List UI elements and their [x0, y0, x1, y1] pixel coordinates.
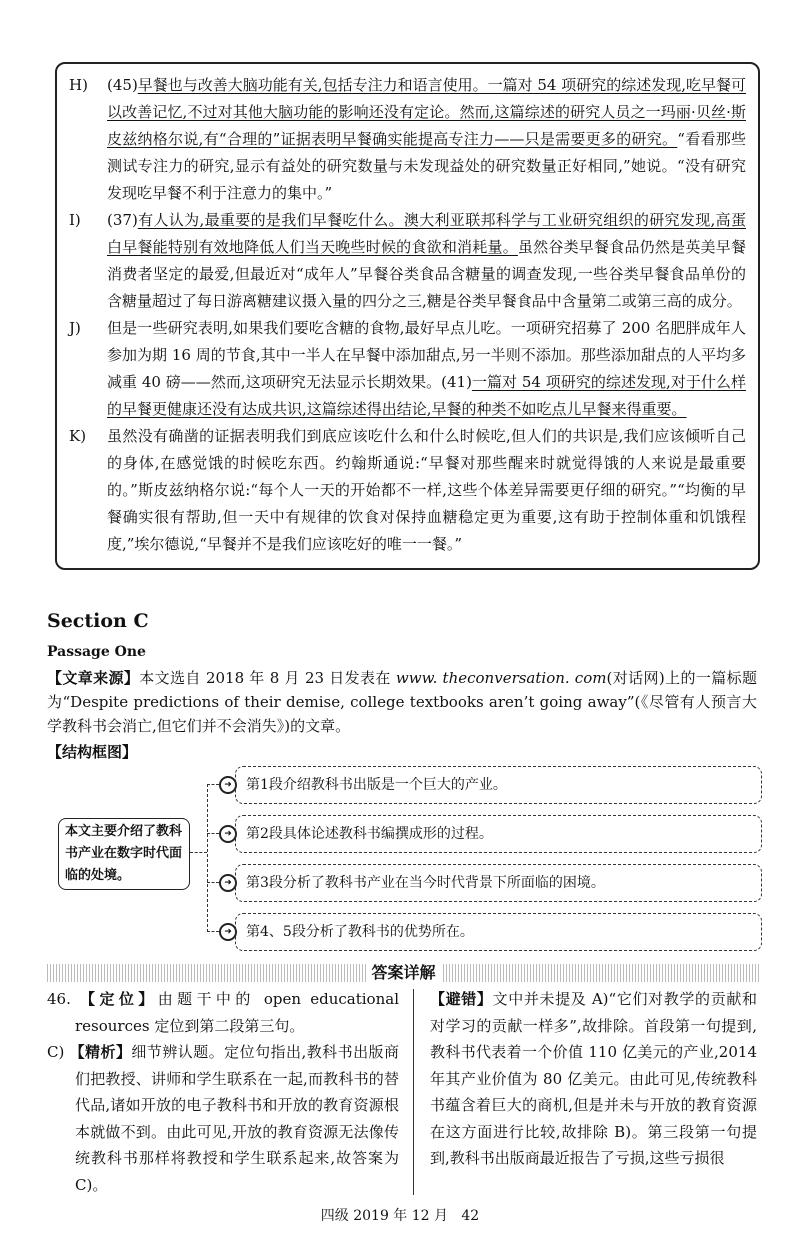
node-text: 第1段介绍教科书出版是一个巨大的产业。 — [235, 766, 762, 804]
arrow-right-circle-icon: ➜ — [219, 923, 237, 941]
answer-columns — [47, 986, 760, 1198]
underlined-segment: 一篇对 54 项研究的综述发现,对于什么样的早餐更健康还没有达成共识,这篇综述得出结论,早餐的种类不如吃点儿早餐来得重要。 — [107, 373, 746, 418]
diagram-node — [207, 815, 762, 853]
node-connector — [207, 882, 219, 883]
underlined-segment: 有人认为,最重要的是我们早餐吃什么。澳大利亚联邦科学与工业研究组织的研究发现,高蛋白早餐能特别有效地降低人们当天晚些时候的食欲和消耗量。 — [107, 211, 746, 256]
paragraph-text — [107, 207, 746, 315]
avoid-tag: 【避错】 — [430, 990, 493, 1008]
locate-item — [47, 986, 399, 1039]
structure-diagram — [0, 766, 800, 958]
paragraph-label: H) — [69, 76, 88, 94]
paragraph-h — [69, 72, 746, 207]
answer-column-left — [47, 986, 399, 1198]
paragraph-text — [107, 315, 746, 423]
avoid-text: 文中并未提及 A)“它们对教学的贡献和对学习的贡献一样多”,故排除。首段第一句提到,教科书代表着一个价值 110 亿美元的产业,2014 年其产业价值为 80 亿美元。由此可见,传统教科书蕴含着巨大的商机,但是并未与开放的教育资源在这方面进行比较,故排除 B)。第三段第一句提到,教科书出版商最近报告了亏损,这些亏损很 — [430, 990, 757, 1167]
answer-column-right — [430, 986, 757, 1198]
text-segment: 虽然谷类早餐食品仍然是英美早餐消费者坚定的最爱,但最近对“成年人”早餐谷类食品含糖量的调查发现,一些谷类早餐食品单份的含糖量超过了每日游离糖建议摄入量的四分之三,糖是谷类早餐食品中含量第二或第三高的成分。 — [107, 238, 746, 310]
arrow-right-circle-icon: ➜ — [219, 776, 237, 794]
section-title: Section C — [47, 610, 149, 632]
diagram-node — [207, 864, 762, 902]
node-connector — [207, 931, 219, 932]
arrow-right-circle-icon: ➜ — [219, 874, 237, 892]
paragraph-text — [107, 72, 746, 207]
paragraph-j — [69, 315, 746, 423]
answer-banner-title: 答案详解 — [365, 962, 441, 984]
diagram-node — [207, 913, 762, 951]
answer-label: C) — [47, 1043, 65, 1061]
diagram-node — [207, 766, 762, 804]
analysis-item — [47, 1039, 399, 1198]
structure-frame-title: 【结构框图】 — [47, 743, 138, 761]
node-connector — [207, 833, 219, 834]
question-number: 46. — [47, 990, 71, 1008]
node-text: 第3段分析了教科书产业在当今时代背景下所面临的困境。 — [235, 864, 762, 902]
source-site: www. theconversation. com — [395, 669, 607, 687]
locate-text: 由题干中的 open educational resources 定位到第二段第三句。 — [75, 990, 399, 1035]
source-tag: 【文章来源】 — [47, 669, 140, 687]
passage-paragraphs-box — [55, 62, 760, 570]
diagram-connector — [190, 852, 207, 853]
source-text-1: 本文选自 2018 年 8 月 23 日发表在 — [139, 669, 396, 687]
paragraph-label: I) — [69, 211, 81, 229]
passage-title: Passage One — [47, 644, 146, 660]
page-number: 42 — [461, 1208, 480, 1224]
text-segment: 但是一些研究表明,如果我们要吃含糖的食物,最好早点儿吃。一项研究招募了 200 名肥胖成年人参加为期 16 周的节食,其中一半人在早餐中添加甜点,另一半则不添加。那些添加甜点的人平均多减重 40 磅——然而,这项研究无法显示长期效果。(41) — [107, 319, 746, 391]
diagram-bracket-line — [207, 784, 208, 932]
paragraph-i — [69, 207, 746, 315]
page-footer — [0, 1206, 800, 1226]
arrow-right-circle-icon: ➜ — [219, 825, 237, 843]
node-connector — [207, 784, 219, 785]
paragraph-text — [107, 423, 746, 558]
answer-banner — [47, 964, 760, 982]
text-segment: “看看那些测试专注力的研究,显示有益处的研究数量与未发现益处的研究数量正好相同,”她说。“没有研究发现吃早餐不利于注意力的集中。” — [107, 130, 747, 202]
footer-exam: 四级 2019 年 12 月 — [320, 1208, 449, 1224]
paragraph-k — [69, 423, 746, 558]
text-segment: (37) — [107, 211, 138, 229]
analysis-text: 细节辨认题。定位句指出,教科书出版商们把教授、讲师和学生联系在一起,而教科书的替代品,诸如开放的电子教科书和开放的教育资源根本就做不到。由此可见,开放的教育资源无法像传统教科书那样将教授和学生联系起来,故答案为 C)。 — [75, 1043, 399, 1194]
text-segment: (45) — [107, 76, 138, 94]
diagram-main-box: 本文主要介绍了教科书产业在数字时代面临的处境。 — [58, 818, 190, 890]
underlined-segment: 早餐也与改善大脑功能有关,包括专注力和语言使用。一篇对 54 项研究的综述发现,吃早餐可以改善记忆,不过对其他大脑功能的影响还没有定论。然而,这篇综述的研究人员之一玛丽·贝丝·斯皮兹纳格尔说,有“合理的”证据表明早餐确实能提高专注力——只是需要更多的研究。 — [107, 76, 746, 148]
node-text: 第4、5段分析了教科书的优势所在。 — [235, 913, 762, 951]
text-segment: 虽然没有确凿的证据表明我们到底应该吃什么和什么时候吃,但人们的共识是,我们应该倾听自己的身体,在感觉饿的时候吃东西。约翰斯通说:“早餐对那些醒来时就觉得饿的人来说是最重要的。”斯皮兹纳格尔说:“每个人一天的开始都不一样,这些个体差异需要更仔细的研究。”“均衡的早餐确实很有帮助,但一天中有规律的饮食对保持血糖稳定更为重要,这有助于控制体重和饥饿程度,”埃尔德说,“早餐并不是我们应该吃好的唯一一餐。” — [107, 427, 746, 553]
source-text-2: (对话网)上的一篇标题为“Despite predictions of their demise, college textbooks aren’t going away”(《尽管有人预言大学教科书会消亡,但它们并不会消失》)的文章。 — [47, 669, 757, 735]
paragraph-label: J) — [69, 319, 81, 337]
paragraph-label: K) — [69, 427, 87, 445]
article-source — [47, 666, 757, 738]
locate-tag: 【定位】 — [80, 990, 158, 1008]
column-divider — [413, 989, 414, 1195]
node-text: 第2段具体论述教科书编撰成形的过程。 — [235, 815, 762, 853]
analysis-tag: 【精析】 — [69, 1043, 132, 1061]
